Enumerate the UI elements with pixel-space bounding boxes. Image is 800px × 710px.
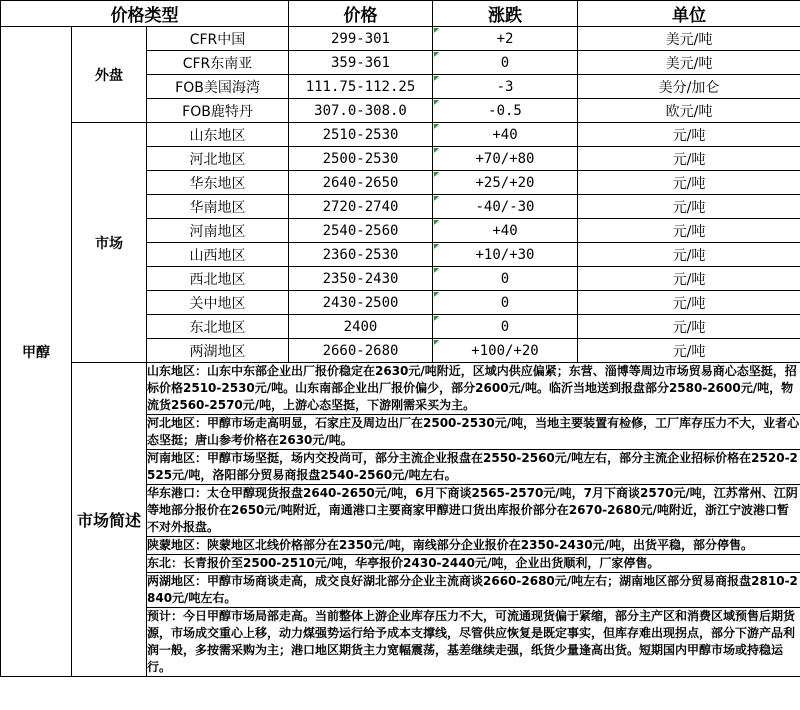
row-change <box>433 339 578 363</box>
row-price: 299-301 <box>289 27 433 51</box>
table-row <box>1 123 800 147</box>
row-change <box>433 99 578 123</box>
row-name: 河北地区 <box>147 147 289 171</box>
row-change-value: 0 <box>500 294 510 311</box>
row-price: 2500-2530 <box>289 147 433 171</box>
row-price: 2360-2530 <box>289 243 433 267</box>
row-name: 河南地区 <box>147 219 289 243</box>
header-change: 涨跌 <box>433 1 578 27</box>
row-price: 307.0-308.0 <box>289 99 433 123</box>
row-change-value: +70/+80 <box>475 150 535 167</box>
comment-marker <box>434 220 439 225</box>
product-cell: 甲醇 <box>1 27 72 677</box>
row-name: 西北地区 <box>147 267 289 291</box>
row-change-value: +2 <box>496 30 514 47</box>
comment-marker <box>434 292 439 297</box>
row-unit: 元/吨 <box>578 147 800 171</box>
comment-marker <box>434 268 439 273</box>
summary-paragraph: 华东港口：太仓甲醇现货报盘2640-2650元/吨，6月下商谈2565-2570元/吨，7月下商谈2570元/吨，江苏常州、江阴等地部分报价在2650元/吨附近，南通港口主要商家甲醇进口货出库报价部分在2670-2680元/吨附近，浙江宁波港口暂不对外报盘。 <box>147 485 800 537</box>
group-market: 市场 <box>72 123 147 363</box>
row-change-value: +10/+30 <box>475 246 535 263</box>
comment-marker <box>434 148 439 153</box>
row-price: 2720-2740 <box>289 195 433 219</box>
row-unit: 元/吨 <box>578 339 800 363</box>
table-row <box>1 27 800 51</box>
row-change-value: 0 <box>500 270 510 287</box>
row-price: 111.75-112.25 <box>289 75 433 99</box>
row-unit: 元/吨 <box>578 195 800 219</box>
comment-marker <box>434 76 439 81</box>
summary-row <box>1 363 800 415</box>
row-change <box>433 243 578 267</box>
row-unit: 美分/加仑 <box>578 75 800 99</box>
row-change <box>433 171 578 195</box>
comment-marker <box>434 28 439 33</box>
summary-paragraph: 预计：今日甲醇市场局部走高。当前整体上游企业库存压力不大，可流通现货偏于紧缩，部分主产区和消费区域预售后期货源，市场成交重心上移，动力煤强势运行给予成本支撑线，尽管供应恢复是既定事实，但库存难出现拐点，部分下游产品利润一般，多按需采购为主；港口地区期货主力宽幅震荡，基差继续走强，纸货少量逢高出货。短期国内甲醇市场或持稳运行。 <box>147 608 800 677</box>
row-price: 2540-2560 <box>289 219 433 243</box>
row-unit: 元/吨 <box>578 123 800 147</box>
summary-paragraph: 东北：长青报价至2500-2510元/吨，华亭报价2430-2440元/吨，企业出货顺利，厂家停售。 <box>147 555 800 573</box>
row-price: 2510-2530 <box>289 123 433 147</box>
row-name: 两湖地区 <box>147 339 289 363</box>
row-name: 华南地区 <box>147 195 289 219</box>
row-change-value: +40 <box>492 126 518 143</box>
comment-marker <box>434 196 439 201</box>
row-change <box>433 147 578 171</box>
row-name: FOB鹿特丹 <box>147 99 289 123</box>
row-unit: 元/吨 <box>578 315 800 339</box>
summary-paragraph: 陕蒙地区：陕蒙地区北线价格部分在2350元/吨，南线部分企业报价在2350-2430元/吨，出货平稳，部分停售。 <box>147 537 800 555</box>
row-unit: 元/吨 <box>578 291 800 315</box>
row-name: 华东地区 <box>147 171 289 195</box>
row-unit: 元/吨 <box>578 267 800 291</box>
row-change <box>433 291 578 315</box>
comment-marker <box>434 172 439 177</box>
row-name: 东北地区 <box>147 315 289 339</box>
row-price: 359-361 <box>289 51 433 75</box>
row-change-value: 0 <box>500 318 510 335</box>
row-change-value: 0 <box>500 54 510 71</box>
header-type: 价格类型 <box>1 1 289 27</box>
header-price: 价格 <box>289 1 433 27</box>
row-change-value: -0.5 <box>488 102 522 119</box>
group-summary: 市场简述 <box>72 363 147 677</box>
row-unit: 美元/吨 <box>578 27 800 51</box>
summary-paragraph: 两湖地区：甲醇市场商谈走高，成交良好湖北部分企业主流商谈2660-2680元/吨左右；湖南地区部分贸易商报盘2810-2840元/吨左右。 <box>147 573 800 608</box>
row-change <box>433 195 578 219</box>
row-name: CFR东南亚 <box>147 51 289 75</box>
row-change <box>433 123 578 147</box>
row-change-value: +100/+20 <box>471 342 539 359</box>
row-name: CFR中国 <box>147 27 289 51</box>
comment-marker <box>434 340 439 345</box>
row-price: 2350-2430 <box>289 267 433 291</box>
row-unit: 欧元/吨 <box>578 99 800 123</box>
row-change <box>433 267 578 291</box>
row-change <box>433 51 578 75</box>
row-change-value: +25/+20 <box>475 174 535 191</box>
row-change <box>433 219 578 243</box>
row-price: 2400 <box>289 315 433 339</box>
row-change <box>433 75 578 99</box>
row-name: FOB美国海湾 <box>147 75 289 99</box>
row-price: 2660-2680 <box>289 339 433 363</box>
summary-paragraph: 山东地区：山东中东部企业出厂报价稳定在2630元/吨附近，区域内供应偏紧；东营、淄博等周边市场贸易商心态坚挺，招标价格2510-2530元/吨。山东南部企业出厂报价偏少，部分2600元/吨。临沂当地送到报盘部分2580-2600元/吨，物流货2560-2570元/吨，上游心态坚挺，下游刚需采买为主。 <box>147 363 800 415</box>
row-price: 2430-2500 <box>289 291 433 315</box>
row-price: 2640-2650 <box>289 171 433 195</box>
comment-marker <box>434 316 439 321</box>
row-change-value: +40 <box>492 222 518 239</box>
group-overseas: 外盘 <box>72 27 147 123</box>
summary-paragraph: 河北地区：甲醇市场走高明显，石家庄及周边出厂在2500-2530元/吨，当地主要装置有检修，工厂库存压力不大，业者心态坚挺；唐山参考价格在2630元/吨。 <box>147 415 800 450</box>
summary-paragraph: 河南地区：甲醇市场坚挺，场内交投尚可，部分主流企业报盘在2550-2560元/吨左右，部分主流企业招标价格在2520-2525元/吨，洛阳部分贸易商报盘2540-2560元/吨左右。 <box>147 450 800 485</box>
row-unit: 元/吨 <box>578 219 800 243</box>
row-name: 关中地区 <box>147 291 289 315</box>
row-unit: 美元/吨 <box>578 51 800 75</box>
header-unit: 单位 <box>578 1 800 27</box>
row-unit: 元/吨 <box>578 171 800 195</box>
comment-marker <box>434 100 439 105</box>
header-row <box>1 1 800 27</box>
comment-marker <box>434 244 439 249</box>
comment-marker <box>434 52 439 57</box>
row-change <box>433 315 578 339</box>
comment-marker <box>434 124 439 129</box>
row-change-value: -3 <box>496 78 514 95</box>
row-unit: 元/吨 <box>578 243 800 267</box>
row-change <box>433 27 578 51</box>
row-change-value: -40/-30 <box>475 198 535 215</box>
row-name: 山东地区 <box>147 123 289 147</box>
row-name: 山西地区 <box>147 243 289 267</box>
